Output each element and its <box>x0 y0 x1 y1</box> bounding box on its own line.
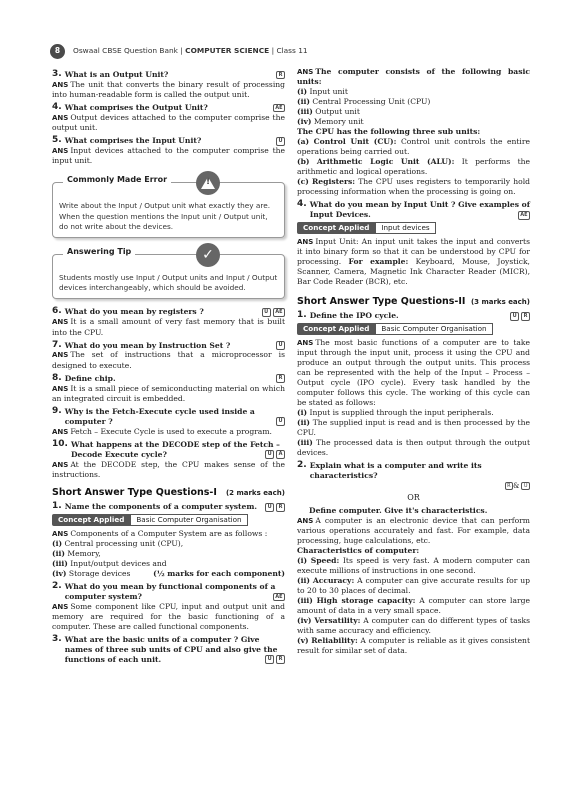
list-item: (c) Registers: The CPU uses registers to temporarily hold processing information when the processing is going on. <box>297 177 530 197</box>
tag-badge: U <box>265 450 274 459</box>
tag-badge: AE <box>273 593 285 602</box>
commonly-made-error-box <box>52 175 285 238</box>
list-item: (iii) Input/output devices and <box>52 558 167 568</box>
subject-title: COMPUTER SCIENCE <box>185 46 270 56</box>
list-item: (ii) The supplied input is read and is then processed by the CPU. <box>297 418 530 438</box>
question-10: 10. What happens at the DECODE step of the Fetch – Decode Execute cycle? U A <box>52 440 285 460</box>
tag-badge: AE <box>273 104 285 113</box>
or-divider: OR <box>407 493 420 503</box>
question-8: 8. Define chip. R <box>52 374 285 384</box>
sa1-answer-2: ANS Some component like CPU, input and output unit and memory are required for the basic functioning of a computer. These are called functional components. <box>52 601 285 631</box>
answer-5: ANS Input devices attached to the computer comprise the input unit. <box>52 146 285 166</box>
box-title: Answering Tip <box>63 247 135 258</box>
list-item: (ii) Accuracy: A computer can give accurate results for up to 20 to 30 places of decimal. <box>297 576 530 596</box>
checkmark-icon: ✓ <box>196 243 220 267</box>
box-title: Commonly Made Error <box>63 175 171 186</box>
question-5: 5. What comprises the Input Unit? U <box>52 136 285 146</box>
concept-applied: Concept Applied Basic Computer Organisation <box>52 514 285 526</box>
list-item: (b) Arithmetic Logic Unit (ALU): It performs the arithmetic and logical operations. <box>297 157 531 177</box>
characteristics-heading: Characteristics of computer: <box>297 546 420 556</box>
section-heading-short-answer-2: Short Answer Type Questions-II (3 marks each) <box>297 295 530 307</box>
tag-badge: R <box>276 71 285 80</box>
answer-8: ANS It is a small piece of semiconducting material on which an integrated circuit is embedded. <box>52 383 285 403</box>
list-item: (ii) Central Processing Unit (CPU) <box>297 97 431 107</box>
tag-badge: AE <box>273 308 285 317</box>
book-title: Oswaal CBSE Question Bank <box>73 46 178 56</box>
tag-badge: R <box>276 655 285 664</box>
sa1-question-3: 3. What are the basic units of a computer ? Give names of three sub units of CPU and also give the functions of each unit. U R <box>52 635 285 665</box>
list-item: (i) Input unit <box>297 87 348 97</box>
list-item: (iv) Storage devices (½ marks for each component) <box>52 568 285 578</box>
list-item: (iv) Memory unit <box>297 117 364 127</box>
list-item: (i) Speed: Its speed is very fast. A modern computer can execute millions of instructions in one second. <box>297 556 530 576</box>
list-item: (iii) The processed data is then output through the output devices. <box>297 438 531 458</box>
list-item: (iv) Versatility: A computer can do different types of tasks with same accuracy and efficiency. <box>297 616 530 636</box>
tag-badge: U <box>276 137 285 146</box>
tag-badge: U <box>265 503 274 512</box>
sa1-question-2: 2. What do you mean by functional components of a computer system? AE <box>52 582 285 602</box>
list-item: (iii) High storage capacity: A computer can store large amount of data in a very small space. <box>297 596 530 616</box>
answer-4: ANS Output devices attached to the computer comprise the output unit. <box>52 113 285 133</box>
page-number: 8 <box>50 44 65 59</box>
answer-3: ANS The unit that converts the binary result of processing into human-readable form is called the output unit. <box>52 79 285 100</box>
tag-badge: A <box>276 450 285 459</box>
answer-7: ANS The set of instructions that a microprocessor is designed to execute. <box>52 350 285 370</box>
answer-6: ANS It is a small amount of very fast memory that is built into the CPU. <box>52 317 285 337</box>
section-heading-short-answer-1: Short Answer Type Questions-I (2 marks each) <box>52 486 285 498</box>
sa2-question-1: 1. Define the IPO cycle. U R <box>297 311 530 321</box>
answering-tip-box <box>52 246 285 299</box>
class-label: Class 11 <box>276 46 308 56</box>
concept-applied: Concept Applied Basic Computer Organisation <box>297 323 530 335</box>
list-item: (i) Input is supplied through the input peripherals. <box>297 408 494 418</box>
running-header: Oswaal CBSE Question Bank | COMPUTER SCIENCE | Class 11 <box>73 46 308 56</box>
warning-icon: ! <box>196 171 220 195</box>
list-item: (iii) Output unit <box>297 107 360 117</box>
tag-group: R & U <box>297 481 530 491</box>
page-header <box>50 44 540 58</box>
question-3: 3. What is an Output Unit? R <box>52 70 285 80</box>
tag-badge: U <box>276 417 285 426</box>
concept-applied: Concept Applied Input devices <box>297 222 530 234</box>
question-4-right: 4. What do you mean by Input Unit ? Give examples of Input Devices. AE <box>297 199 530 220</box>
sa2-answer-2: ANS A computer is an electronic device that can perform various operations accurately and fast. For example, data processing, huge calculations, etc. <box>297 515 530 546</box>
tag-badge: U <box>510 312 519 321</box>
question-9: 9. Why is the Fetch-Execute cycle used inside a computer ? U <box>52 407 285 427</box>
sa2-answer-1: ANS The most basic functions of a computer are to take input through the input unit, process it using the CPU and produce an output through the output units. This process can be represented with the help of the Input – Process – Output cycle (IPO cycle). Every task handled by the computer follows this cycle. The working of this cycle can be stated as follows: <box>297 337 530 408</box>
answer-continuation: ANS The computer consists of the following basic units: <box>297 67 530 87</box>
tag-badge: U <box>521 482 530 491</box>
box-body: Students mostly use Input / Output units and Input / Output devices interchangeably, which should be avoided. <box>59 273 278 293</box>
answer-4-right: ANS Input Unit: An input unit takes the input and converts it into binary form so that it can be understood by CPU for processing. For example: Keyboard, Mouse, Joystick, Scanner, Camera, Magnetic Ink Character Reader (MICR), Bar Code Reader (BCR), etc. <box>297 236 530 286</box>
tag-badge: R <box>276 503 285 512</box>
tag-badge: R <box>521 312 530 321</box>
list-item: (i) Central processing unit (CPU), <box>52 538 184 548</box>
tag-badge: R <box>276 374 285 383</box>
list-item: (v) Reliability: A computer is reliable as it gives consistent result for similar set of data. <box>297 636 531 656</box>
box-body: Write about the Input / Output unit what exactly they are. When the question mentions the Input unit / Output unit, do not write about the devices. <box>59 201 271 231</box>
answer-10: ANS At the DECODE step, the CPU makes sense of the instructions. <box>52 459 285 479</box>
alt-question: Define computer. Give it's characteristics. <box>309 505 488 515</box>
cpu-heading: The CPU has the following three sub units: <box>297 127 481 137</box>
sa1-answer-1: ANS Components of a Computer System are as follows : <box>52 528 268 538</box>
tag-badge: U <box>265 655 274 664</box>
tag-badge: R <box>505 482 513 491</box>
answer-9: ANS Fetch – Execute Cycle is used to execute a program. <box>52 426 272 436</box>
question-4: 4. What comprises the Output Unit? AE <box>52 103 285 113</box>
right-column <box>297 67 530 656</box>
tag-badge: U <box>276 341 285 350</box>
question-7: 7. What do you mean by Instruction Set ? U <box>52 341 285 351</box>
tag-badge: AE <box>518 211 530 220</box>
question-6: 6. What do you mean by registers ? U AE <box>52 307 285 317</box>
left-column <box>52 67 285 665</box>
sa1-question-1: 1. Name the components of a computer system. U R <box>52 502 285 512</box>
tag-badge: U <box>262 308 271 317</box>
list-item: (a) Control Unit (CU): Control unit controls the entire operations being carried out. <box>297 137 530 157</box>
list-item: (ii) Memory, <box>52 548 101 558</box>
sa2-question-2: 2. Explain what is a computer and write its characteristics? <box>297 460 482 481</box>
